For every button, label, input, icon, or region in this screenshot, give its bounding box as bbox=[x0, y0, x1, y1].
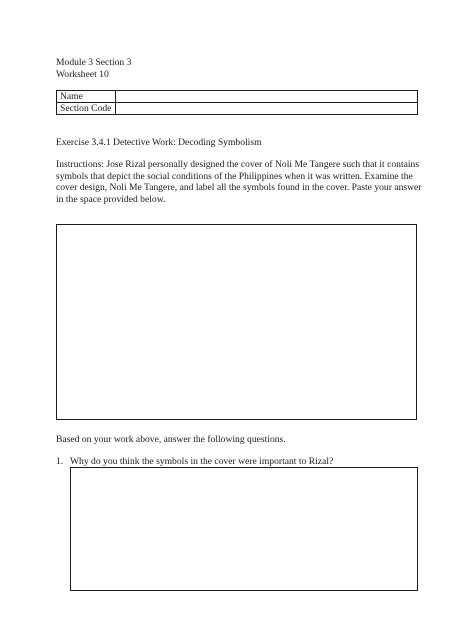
name-field[interactable] bbox=[116, 91, 418, 103]
question-1-answer-box[interactable] bbox=[70, 467, 418, 591]
instructions-line: Instructions: Jose Rizal personally designed the cover of Noli Me Tangere such that it contains bbox=[56, 159, 420, 170]
symbol-answer-box[interactable] bbox=[56, 224, 417, 420]
instructions-line: in the space provided below. bbox=[56, 193, 166, 205]
table-row bbox=[57, 103, 418, 115]
section-code-label: Section Code bbox=[57, 103, 116, 115]
instructions-line: symbols that depict the social conditions of the Philippines when it was written. Examine the bbox=[56, 170, 413, 182]
name-label: Name bbox=[57, 91, 116, 103]
question-number: 1. bbox=[56, 456, 64, 467]
followup-intro: Based on your work above, answer the following questions. bbox=[56, 434, 286, 445]
section-code-field[interactable] bbox=[116, 103, 418, 115]
instructions-paragraph bbox=[56, 159, 422, 205]
question-1 bbox=[56, 456, 333, 468]
table-row bbox=[57, 91, 418, 103]
exercise-title: Exercise 3.4.1 Detective Work: Decoding Symbolism bbox=[56, 137, 262, 148]
module-heading: Module 3 Section 3 bbox=[56, 57, 132, 68]
instructions-line: cover design, Noli Me Tangere, and label all the symbols found in the cover. Paste your answer bbox=[56, 182, 422, 194]
worksheet-heading: Worksheet 10 bbox=[56, 69, 109, 80]
student-info-table bbox=[56, 90, 418, 115]
question-text: Why do you think the symbols in the cover were important to Rizal? bbox=[70, 456, 334, 467]
